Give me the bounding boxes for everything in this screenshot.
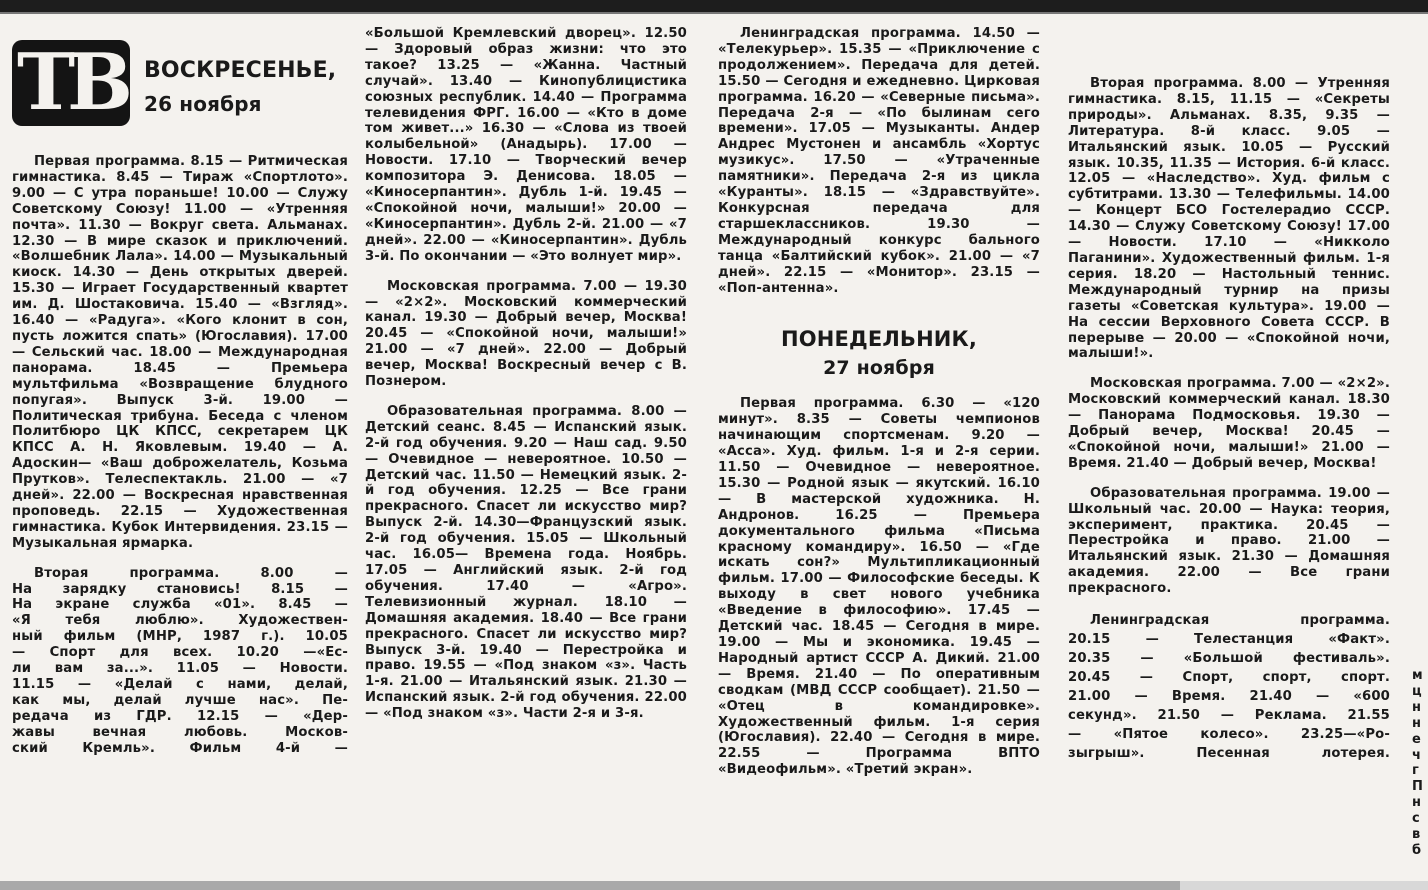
- listing-line: 20.35 — «Большой фестиваль».: [1068, 651, 1390, 667]
- listing-line: 21.00 — Время. 21.40 — «600: [1068, 689, 1390, 705]
- sunday-moscow-program: Московская программа. 7.00 — 19.30 — «2×2». Московский коммерческий канал. 19.30 — Добрый вечер, Москва! 20.45 — «Спокойной ночи, малыши!» 21.00 — «7 дней». 22.00 — Добрый вечер, Москва! Воскресный вечер с В. Познером.: [365, 278, 687, 390]
- bottom-scan-edge: [0, 881, 1180, 890]
- sunday-first-program: Первая программа. 8.15 — Ритмическая гимнастика. 8.45 — Тираж «Спортлото». 9.00 — С утра пораньше! 10.00 — Служу Советскому Союзу! 11.00 — «Утренняя почта». 11.30 — Вокруг света. Альманах. 12.30 — В мире сказок и приключений. «Волшебник Лала». 14.00 — Музыкальный киоск. 14.30 — День открытых дверей. 15.30 — Играет Государственный квартет им. Д. Шостаковича. 15.40 — «Взгляд». 16.40 — «Радуга». «Кого клонит в сон, пусть ложится спать» (Югославия). 17.00 — Сельский час. 18.00 — Международная панорама. 18.45 — Премьера мультфильма «Возвращение блудного попугая». Выпуск 3-й. 19.00 — Политическая трибуна. Беседа с членом Политбюро ЦК КПСС, секретарем ЦК КПСС А. Н. Яковлевым. 19.40 — А. Адоскин— «Ваш доброжелатель, Козьма Прутков». Телеспектакль. 21.00 — «7 дней». 22.00 — Воскресная нравственная проповедь. 22.15 — Художественная гимнастика. Кубок Интервидения. 23.15 — Музыкальная ярмарка.: [12, 154, 348, 551]
- column-2: [365, 26, 687, 878]
- monday-date: 27 ноября: [823, 357, 935, 380]
- top-rule-thin: [0, 12, 1428, 14]
- fragment-letter: г: [1412, 763, 1419, 779]
- tv-logo-text: ТВ: [17, 37, 125, 128]
- fragment-letter: ц: [1412, 683, 1422, 699]
- listing-line: На экране служба «01». 8.45 —: [12, 597, 348, 613]
- column-3: [718, 26, 1040, 878]
- listing-line: ский Кремль». Фильм 4-й —: [12, 740, 348, 756]
- sunday-second-program: [12, 566, 348, 757]
- column-4: [1068, 26, 1390, 878]
- bottom-scan-edge-light: [1180, 881, 1428, 890]
- fragment-letter: П: [1412, 779, 1423, 795]
- header-block: [12, 26, 348, 154]
- fragment-letter: б: [1412, 842, 1422, 858]
- listing-line: жавы вечная любовь. Москов-: [12, 724, 348, 740]
- listing-line: Ленинградская программа.: [1090, 613, 1390, 629]
- monday-moscow-program: Московская программа. 7.00 — «2×2». Московский коммерческий канал. 18.30 — Панорама Подмосковья. 19.30 — Добрый вечер, Москва! 20.45 — «Спокойной ночи, малыши!» 21.00 — Время. 21.40 — Добрый вечер, Москва!: [1068, 376, 1390, 471]
- listing-line: «Я тебя люблю». Художествен-: [12, 613, 348, 629]
- fragment-letter: с: [1412, 811, 1420, 827]
- fragment-letter: н: [1412, 715, 1421, 731]
- listing-line: 11.15 — «Делай с нами, делай,: [12, 677, 348, 692]
- top-rule: [0, 0, 1428, 12]
- listing-line: 20.45 — Спорт, спорт, спорт.: [1068, 670, 1390, 686]
- listing-line: На зарядку становись! 8.15 —: [12, 581, 348, 597]
- listing-line: — «Пятое колесо». 23.25—«Ро-: [1068, 727, 1390, 743]
- monday-first-program: Первая программа. 6.30 — «120 минут». 8.35 — Советы чемпионов начинающим спортсменам. 9.20 — «Асса». Худ. фильм. 1-я и 2-я серии. 11.50 — Очевидное — невероятное. 15.30 — Родной язык — якутский. 16.10 — В мастерской художника. Н. Андронов. 16.25 — Премьера документального фильма «Письма красному командиру». 16.50 — «Где искать сон?» Мультипликационный фильм. 17.00 — Философские беседы. К выходу в свет нового учебника «Введение в философию». 17.45 — Детский час. 18.45 — Сегодня в мире. 19.00 — Мы и экономика. 19.45 — Народный артист СССР А. Дикий. 21.00 — Время. 21.40 — По оперативным сводкам (МВД СССР сообщает). 21.50 — «Отец в командировке». Художественный фильм. 1-я серия (Югославия). 22.40 — Сегодня в мире. 22.55 — Программа ВПТО «Видеофильм». «Третий экран».: [718, 396, 1040, 778]
- sunday-second-program-continued: «Большой Кремлевский дворец». 12.50 — Здоровый образ жизни: что это такое? 13.25 — «Жанна. Частный случай». 13.40 — Кинопублицистика союзных республик. 14.40 — Программа телевидения ФРГ. 16.00 — «Кто в доме том живет...» 16.30 — «Слова из твоей колыбельной» (Анадырь). 17.00 — Новости. 17.10 — Творческий вечер композитора Э. Денисова. 18.05 — «Киносерпантин». Дубль 1-й. 19.45 — «Спокойной ночи, малыши!» 20.00 — «Киносерпантин». Дубль 2-й. 21.00 — «7 дней». 22.00 — «Киносерпантин». Дубль 3-й. По окончании — «Это волнует мир».: [365, 26, 687, 264]
- listing-line: редача из ГДР. 12.15 — «Дер-: [12, 708, 348, 724]
- monday-leningrad-program: [1068, 611, 1390, 763]
- listing-line: секунд». 21.50 — Реклама. 21.55: [1068, 708, 1390, 724]
- listing-line: Вторая программа. 8.00 —: [34, 565, 348, 581]
- column-1: [12, 26, 348, 878]
- monday-education-program: Образовательная программа. 19.00 — Школьный час. 20.00 — Наука: теория, эксперимент, практика. 20.45 — Перестройка и право. 21.00 — Итальянский язык. 21.30 — Домашняя академия. 22.00 — Все грани прекрасного.: [1068, 485, 1390, 597]
- listing-line: ли вам за...». 11.05 — Новости.: [12, 661, 348, 677]
- sunday-leningrad-program: Ленинградская программа. 14.50 — «Телекурьер». 15.35 — «Приключение с продолжением». Передача для детей. 15.50 — Сегодня и ежедневно. Цирковая программа. 16.20 — «Северные письма». Передача 2-я — «По былинам сего времени». 17.05 — Музыканты. Андер Андрес Мустонен и ансамбль «Хортус музикус». 17.50 — «Утраченные памятники». Передача 2-я из цикла «Куранты». 18.15 — «Здравствуйте». Конкурсная передача для старшеклассников. 19.30 — Международный конкурс бального танца «Балтийский кубок». 21.00 — «7 дней». 22.15 — «Монитор». 23.15 — «Поп-антенна».: [718, 26, 1040, 296]
- cutoff-column-fragment: [1412, 668, 1428, 859]
- fragment-letter: н: [1412, 795, 1421, 811]
- fragment-letter: ч: [1412, 747, 1421, 763]
- monday-second-program: Вторая программа. 8.00 — Утренняя гимнастика. 8.15, 11.15 — «Секреты природы». Альманах. 8.35, 9.35 — Литература. 8-й класс. 9.05 — Итальянский язык. 10.05 — Русский язык. 10.35, 11.35 — История. 6-й класс. 12.05 — «Наследство». Худ. фильм с субтитрами. 13.30 — Телефильмы. 14.00 — Концерт БСО Гостелерадио СССР. 14.30 — Служу Советскому Союзу! 17.00 — Новости. 17.10 — «Никколо Паганини». Художественный фильм. 1-я серия. 18.20 — Настольный теннис. Международный турнир на призы газеты «Советская культура». 19.00 — На сессии Верховного Совета СССР. В перерыве — 20.00 — «Спокойной ночи, малыши!».: [1068, 76, 1390, 362]
- tv-logo: [12, 37, 130, 128]
- listing-line: 20.15 — Телестанция «Факт».: [1068, 632, 1390, 648]
- fragment-letter: е: [1412, 731, 1421, 747]
- sunday-day-title: ВОСКРЕСЕНЬЕ,: [144, 58, 337, 83]
- monday-day-title: ПОНЕДЕЛЬНИК,: [781, 327, 977, 352]
- listing-line: зыгрыш». Песенная лотерея.: [1068, 746, 1390, 762]
- sunday-date: 26 ноября: [144, 92, 262, 116]
- fragment-letter: м: [1412, 668, 1423, 683]
- fragment-letter: н: [1412, 699, 1421, 715]
- sunday-education-program: Образовательная программа. 8.00 — Детский сеанс. 8.45 — Испанский язык. 2-й год обучения. 9.20 — Наш сад. 9.50 — Очевидное — невероятное. 10.50 — Детский час. 11.50 — Немецкий язык. 2-й год обучения. 12.25 — Все грани прекрасного. Спасет ли искусство мир? Выпуск 2-й. 14.30—Французский язык. 2-й год обучения. 15.05 — Школьный час. 16.05— Времена года. Ноябрь. 17.05 — Английский язык. 2-й год обучения. 17.40 — «Агро». Телевизионный журнал. 18.10 — Домашняя академия. 18.40 — Все грани прекрасного. Спасет ли искусство мир? Выпуск 3-й. 19.40 — Перестройка и право. 19.55 — «Под знаком «з». Часть 1-я. 21.00 — Итальянский язык. 21.30 —Испанский язык. 2-й год обучения. 22.00 — «Под знаком «з». Части 2-я и 3-я.: [365, 403, 687, 722]
- listing-line: как мы, делай лучше нас». Пе-: [12, 692, 348, 708]
- fragment-letter: в: [1412, 827, 1421, 843]
- listing-line: ный фильм (МНР, 1987 г.). 10.05: [12, 629, 348, 645]
- listing-line: — Спорт для всех. 10.20 —«Ес-: [12, 645, 348, 661]
